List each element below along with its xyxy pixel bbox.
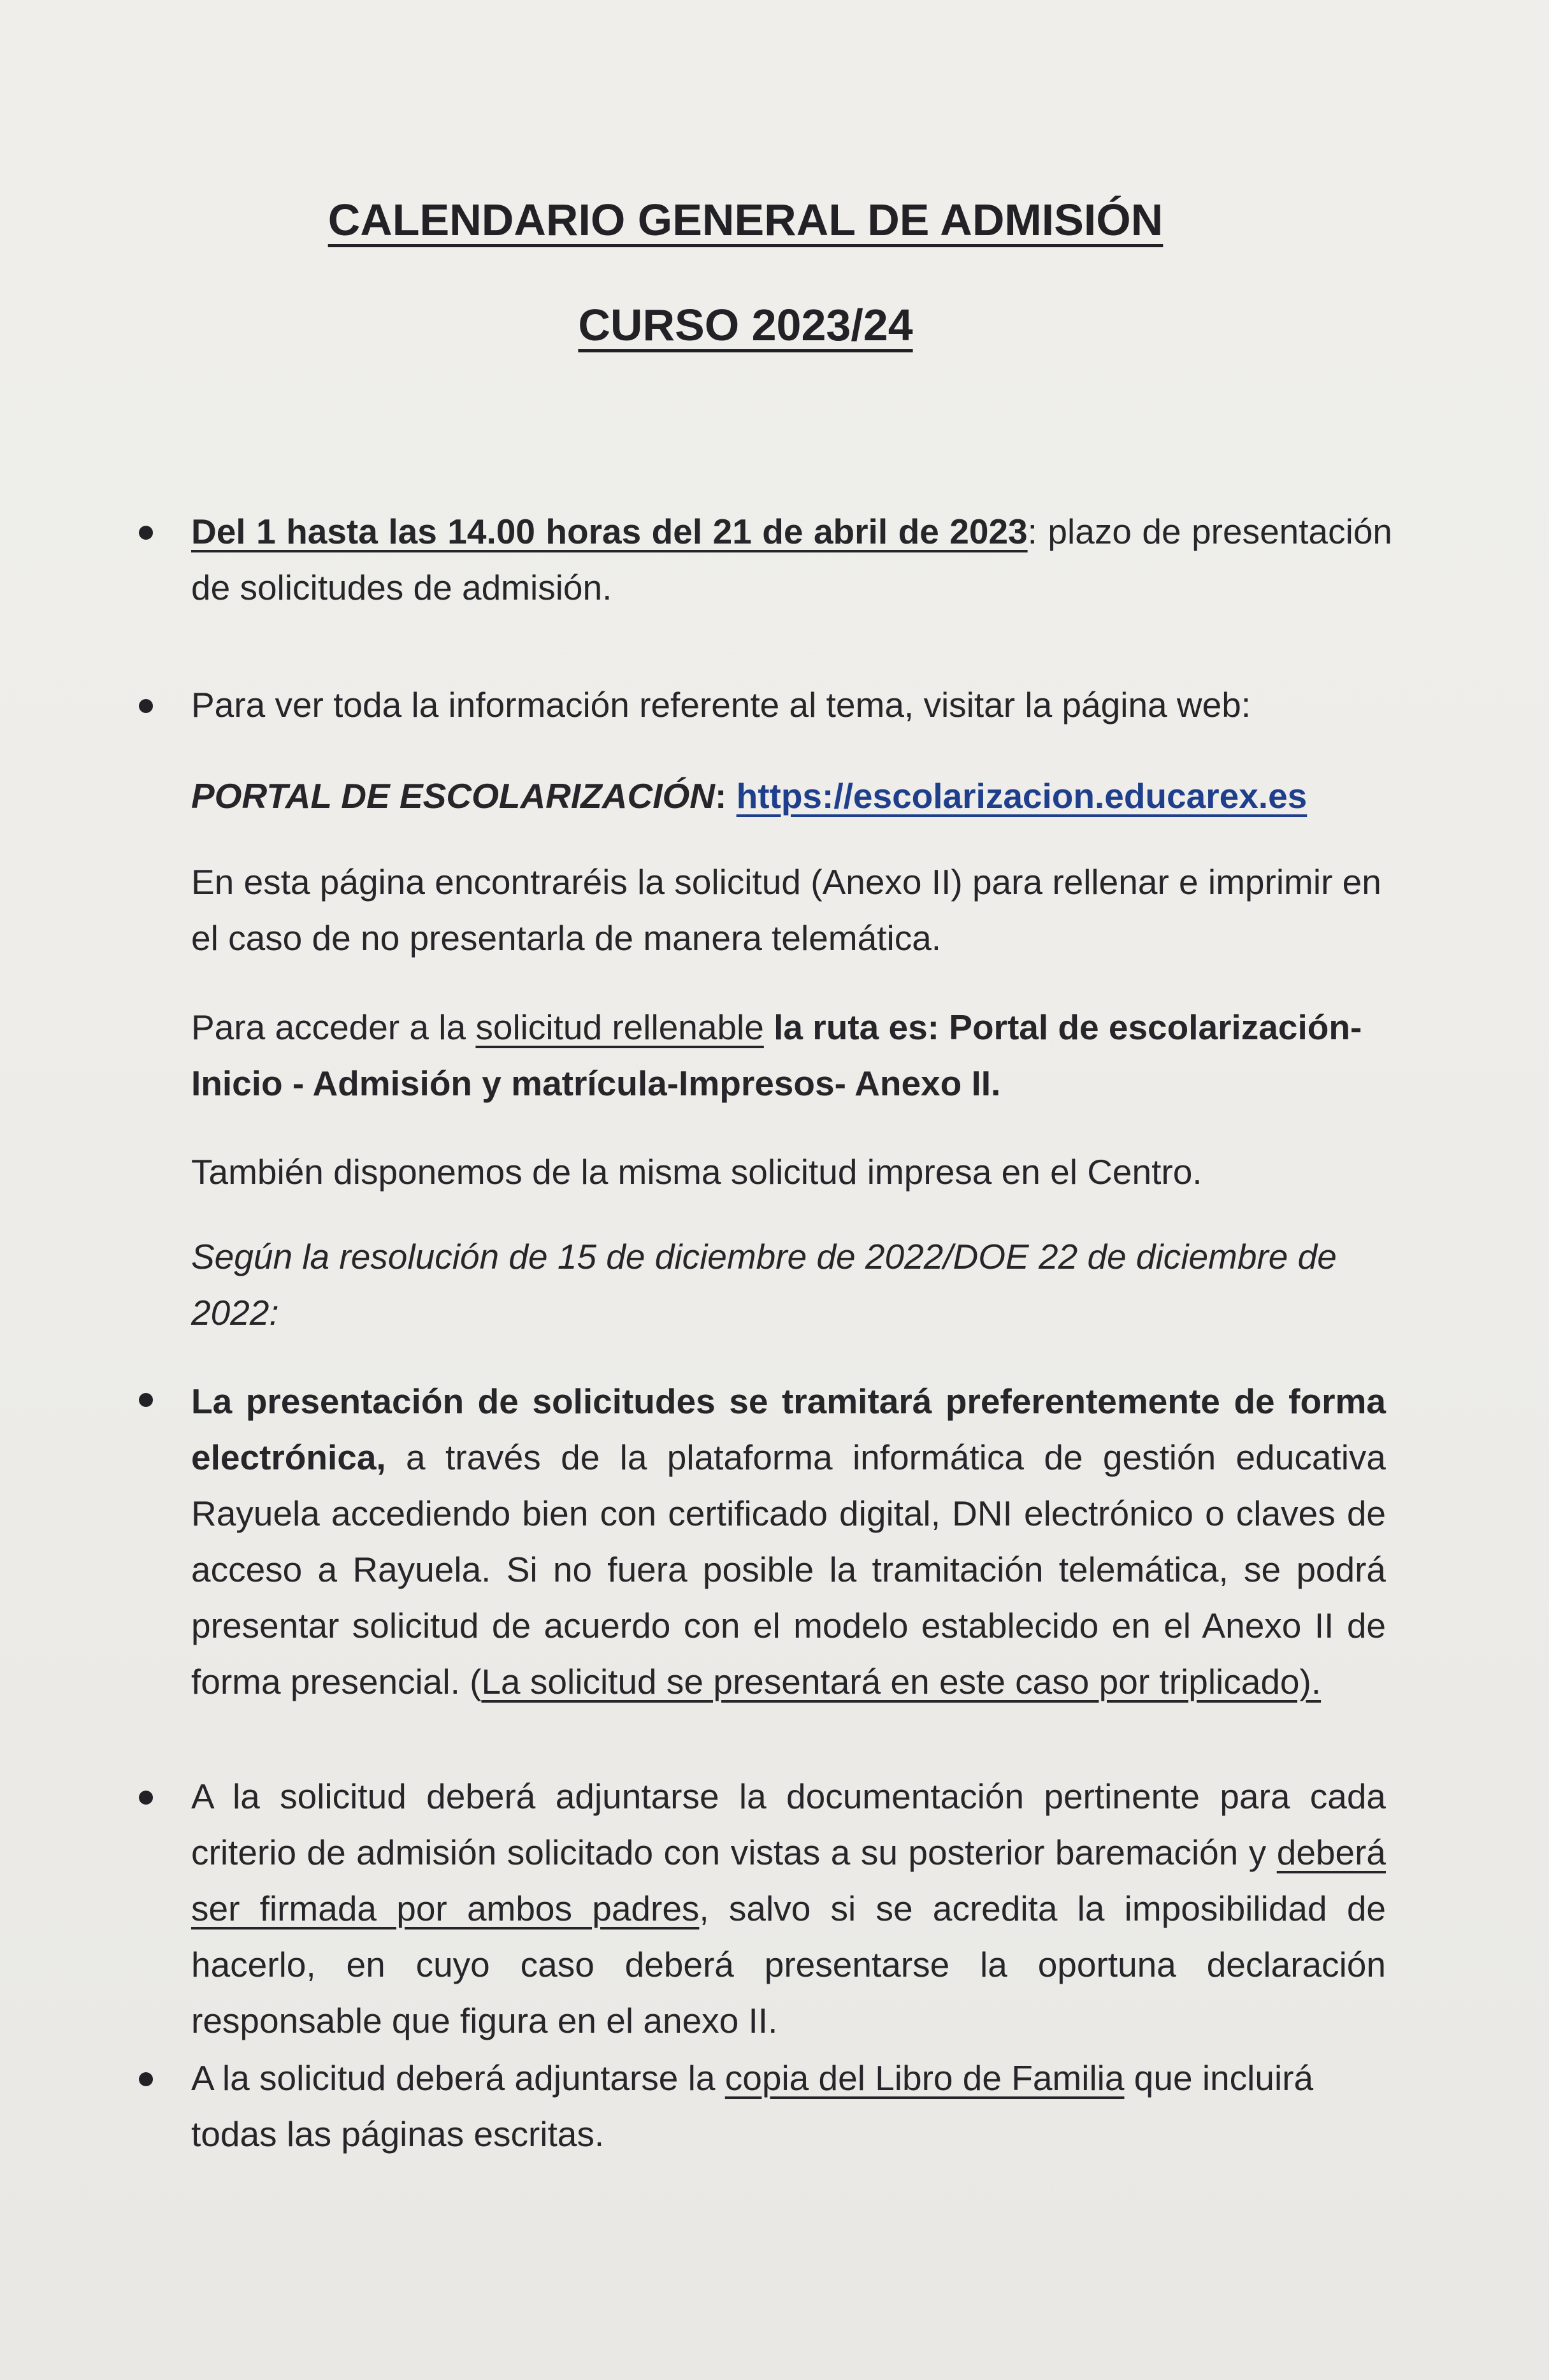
item-documentation <box>191 1768 1386 2049</box>
libro-post: que incluirá todas las páginas escritas. <box>191 2058 1314 2154</box>
portal-label: PORTAL DE ESCOLARIZACIÓN <box>191 776 715 816</box>
portal-link[interactable]: https://escolarizacion.educarex.es <box>736 776 1308 816</box>
documentation-underlined: deberá ser firmada por ambos padres <box>191 1833 1386 1928</box>
bullet-4 <box>139 1791 153 1805</box>
libro-underlined: copia del Libro de Familia <box>724 2058 1125 2098</box>
title-line-2: CURSO 2023/24 <box>578 300 913 350</box>
electronic-text: a través de la plataforma informática de gestión educativa Rayuela accediendo bien con certificado digital, DNI electrónico o claves de acceso a Rayuela. Si no fuera posible la tramitación telemática, se podrá presentar solicitud de acuerdo con el modelo establecido en el Anexo II de forma presencial. ( <box>191 1438 1386 1701</box>
para-acceso <box>191 999 1392 1111</box>
item-web-info: Para ver toda la información referente al tema, visitar la página web: <box>191 685 1251 725</box>
acceso-link-text: solicitud rellenable <box>475 1007 764 1047</box>
deadline-text: : plazo de presentación de solicitudes de admisión. <box>191 512 1393 607</box>
portal-line <box>191 768 1392 824</box>
bullet-3 <box>139 1393 153 1407</box>
bullet-1 <box>139 526 153 540</box>
deadline-date: Del 1 hasta las 14.00 horas del 21 de abril de 2023 <box>191 512 1028 551</box>
item-electronic-submission <box>191 1373 1386 1710</box>
acceso-pre: Para acceder a la <box>191 1007 476 1047</box>
para-anexo: En esta página encontraréis la solicitud (Anexo II) para rellenar e imprimir en el caso de no presentarla de manera telemática. <box>191 862 1381 958</box>
item-admission-deadline <box>191 503 1392 616</box>
documentation-pre: A la solicitud deberá adjuntarse la documentación pertinente para cada criterio de admisión solicitado con vistas a su posterior baremación y <box>191 1777 1386 1872</box>
acceso-route: la ruta es: Portal de escolarización-Inicio - Admisión y matrícula-Impresos- Anexo II. <box>191 1007 1362 1103</box>
portal-colon: : <box>715 776 727 816</box>
bullet-2 <box>139 699 153 713</box>
bullet-5 <box>139 2072 153 2086</box>
libro-pre: A la solicitud deberá adjuntarse la <box>191 2058 725 2098</box>
title-line-1: CALENDARIO GENERAL DE ADMISIÓN <box>328 195 1164 245</box>
item-libro-familia <box>191 2050 1386 2162</box>
para-resolucion: Según la resolución de 15 de diciembre de 2022/DOE 22 de diciembre de 2022: <box>191 1237 1337 1332</box>
electronic-underlined: La solicitud se presentará en este caso por triplicado). <box>481 1662 1322 1701</box>
para-centro: También disponemos de la misma solicitud impresa en el Centro. <box>191 1152 1202 1192</box>
documentation-post: , salvo si se acredita la imposibilidad de hacerlo, en cuyo caso deberá presentarse la oportuna declaración responsable que figura en el anexo II. <box>191 1889 1386 2040</box>
electronic-bold: La presentación de solicitudes se tramitará preferentemente de forma electrónica, <box>191 1381 1386 1477</box>
